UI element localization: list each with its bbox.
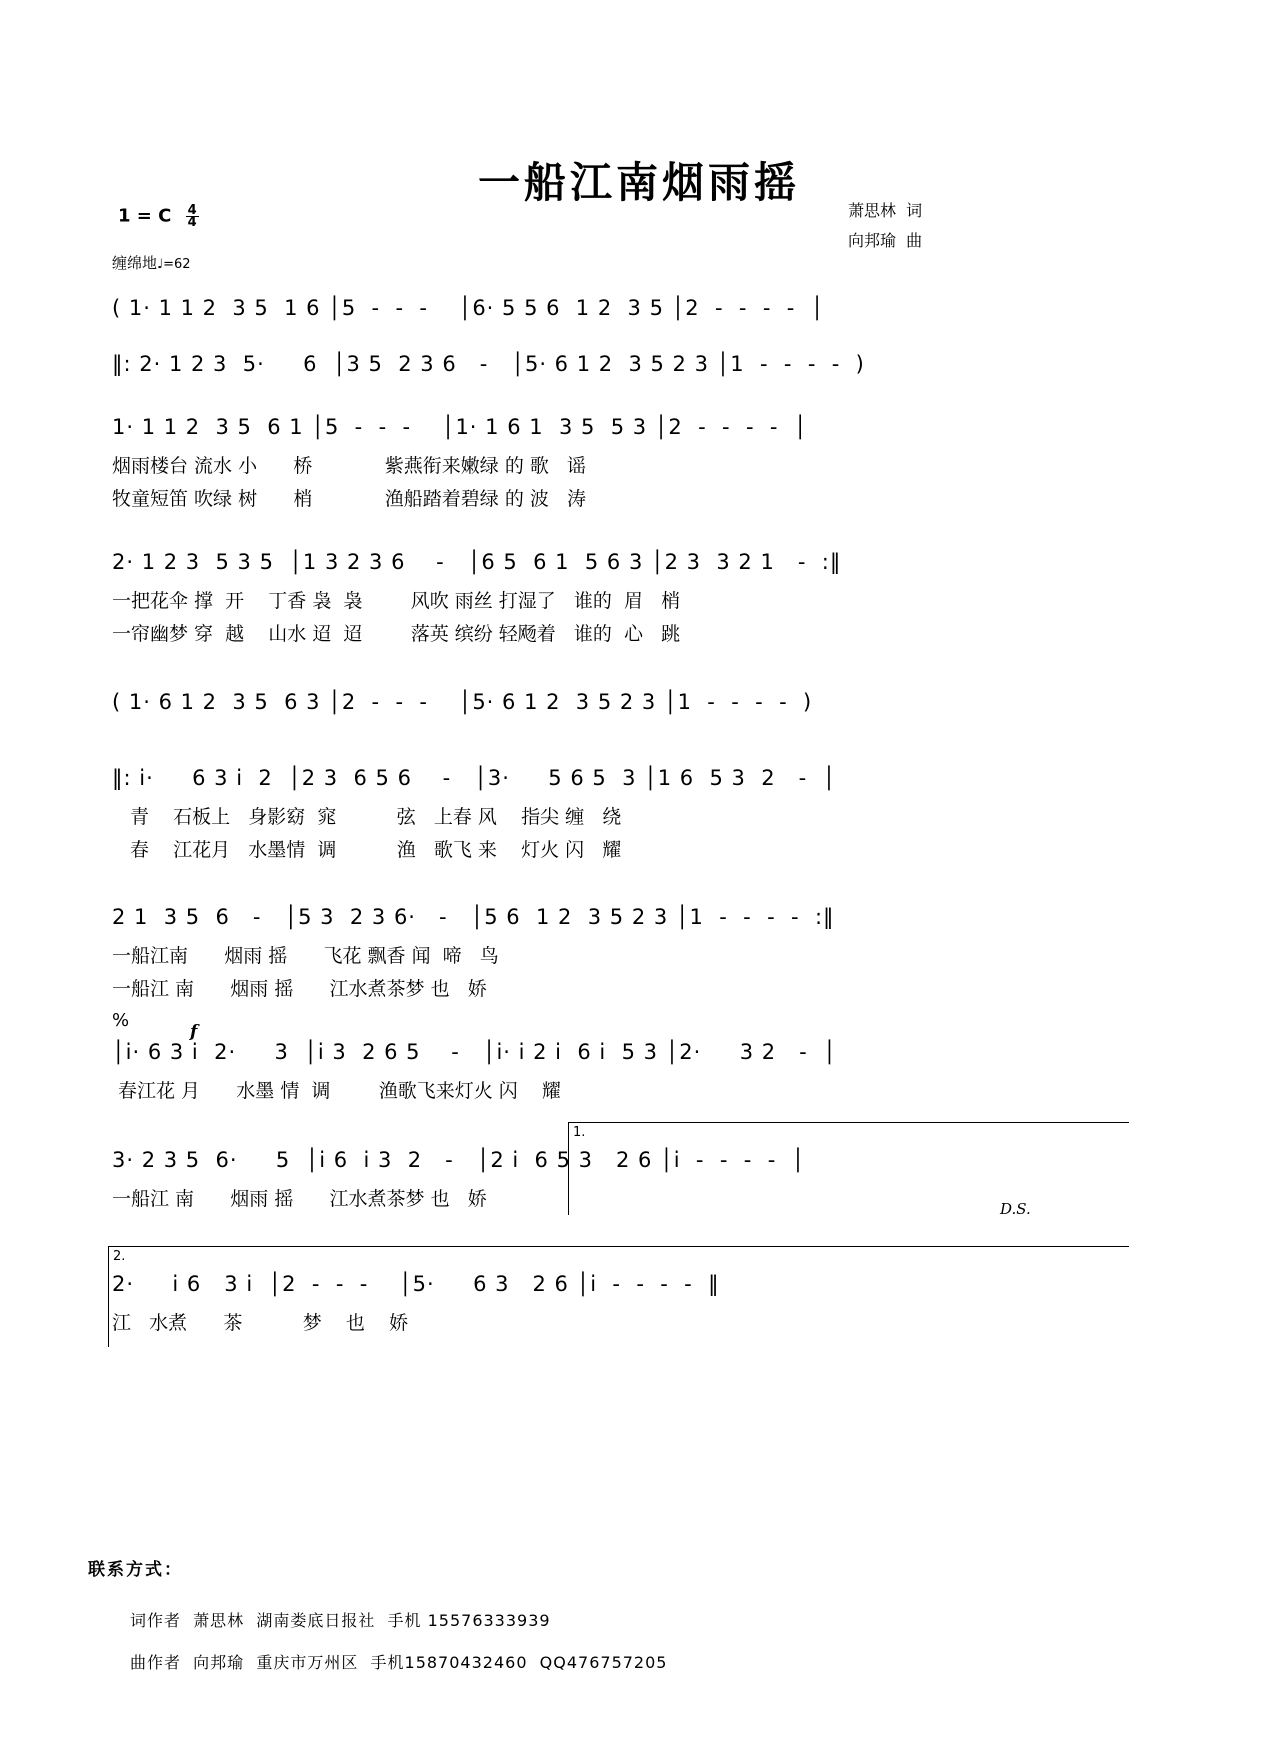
contact-lines (130, 1600, 667, 1684)
segno-icon: % (112, 1010, 130, 1031)
system-notes: ( 1· 6 1 2 3 5 6 3 │2 - - - │5· 6 1 2 3 5 2 3 │1 - - - - ) (112, 690, 813, 714)
lyric-line-1: 一船江南 烟雨 摇 飞花 飘香 闻 啼 鸟 (112, 945, 499, 967)
system-notes: 3· 2 3 5 6· 5 │i 6 i 3 2 - │2 i 6 5 3 2 6 │i - - - - │ (112, 1148, 806, 1172)
lyricist-credit: 萧思林 词 (848, 201, 923, 220)
lyric-line-2: 牧童短笛 吹绿 树 梢 渔船踏着碧绿 的 波 涛 (112, 488, 586, 510)
composer-credit: 向邦瑜 曲 (848, 231, 923, 250)
system-notes: │i· 6 3 i 2· 3 │i 3 2 6 5 - │i· i 2 i 6 i 5 3 │2· 3 2 - │ (112, 1040, 837, 1064)
lyric-line-1: 江 水煮 茶 梦 也 娇 (112, 1312, 409, 1334)
system-notes: 1· 1 1 2 3 5 6 1 │5 - - - │1· 1 6 1 3 5 5 3 │2 - - - - │ (112, 415, 808, 439)
system-notes: 2· i 6 3 i │2 - - - │5· 6 3 2 6 │i - - - - ‖ (112, 1272, 720, 1296)
key-signature (118, 205, 199, 228)
tempo-expression: 缠绵地 (112, 254, 158, 272)
lyric-line-1: 春江花 月 水墨 情 调 渔歌飞来灯火 闪 耀 (118, 1080, 561, 1102)
system-notes: ‖: i· 6 3 i 2 │2 3 6 5 6 - │3· 5 6 5 3 │1 6 5 3 2 - │ (112, 766, 837, 790)
volta-1-label: 1. (573, 1125, 586, 1140)
lyric-line-1: 一把花伞 撑 开 丁香 袅 袅 风吹 雨丝 打湿了 谁的 眉 梢 (112, 590, 681, 612)
lyric-line-2: 一船江 南 烟雨 摇 江水煮茶梦 也 娇 (112, 978, 487, 1000)
system-notes: 2 1 3 5 6 - │5 3 2 3 6· - │5 6 1 2 3 5 2 3 │1 - - - - :‖ (112, 905, 835, 929)
volta-2-label: 2. (113, 1249, 126, 1264)
credits (848, 196, 1028, 256)
time-signature (186, 205, 199, 228)
time-signature-numerator: 4 (187, 203, 197, 218)
time-signature-denominator: 4 (187, 215, 197, 230)
system-notes: ( 1· 1 1 2 3 5 1 6 │5 - - - │6· 5 5 6 1 2 3 5 │2 - - - - │ (112, 296, 825, 320)
ds-marking: D.S. (1000, 1200, 1031, 1218)
contact-line-lyricist: 词作者 萧思林 湖南娄底日报社 手机 15576333939 (130, 1611, 551, 1630)
lyric-line-1: 烟雨楼台 流水 小 桥 紫燕衔来嫩绿 的 歌 谣 (112, 455, 586, 477)
tempo-marking (112, 252, 191, 273)
system-notes: ‖: 2· 1 2 3 5· 6 │3 5 2 3 6 - │5· 6 1 2 3 5 2 3 │1 - - - - ) (112, 352, 865, 376)
lyric-line-2: 一帘幽梦 穿 越 山水 迢 迢 落英 缤纷 轻飏着 谁的 心 跳 (112, 623, 681, 645)
lyric-line-1: 青 石板上 身影窈 窕 弦 上春 风 指尖 缠 绕 (130, 806, 622, 828)
system-notes: 2· 1 2 3 5 3 5 │1 3 2 3 6 - │6 5 6 1 5 6 3 │2 3 3 2 1 - :‖ (112, 550, 842, 574)
dynamic-forte: f (190, 1022, 198, 1042)
page-title: 一船江南烟雨摇 (477, 158, 800, 207)
contact-line-composer: 曲作者 向邦瑜 重庆市万州区 手机15870432460 QQ476757205 (130, 1653, 668, 1672)
contact-heading: 联系方式： (88, 1560, 183, 1580)
lyric-line-1: 一船江 南 烟雨 摇 江水煮茶梦 也 娇 (112, 1188, 487, 1210)
lyric-line-2: 春 江花月 水墨情 调 渔 歌飞 来 灯火 闪 耀 (130, 839, 622, 861)
key-signature-label: 1 = C (118, 205, 172, 227)
tempo-bpm: ♩=62 (157, 257, 191, 272)
